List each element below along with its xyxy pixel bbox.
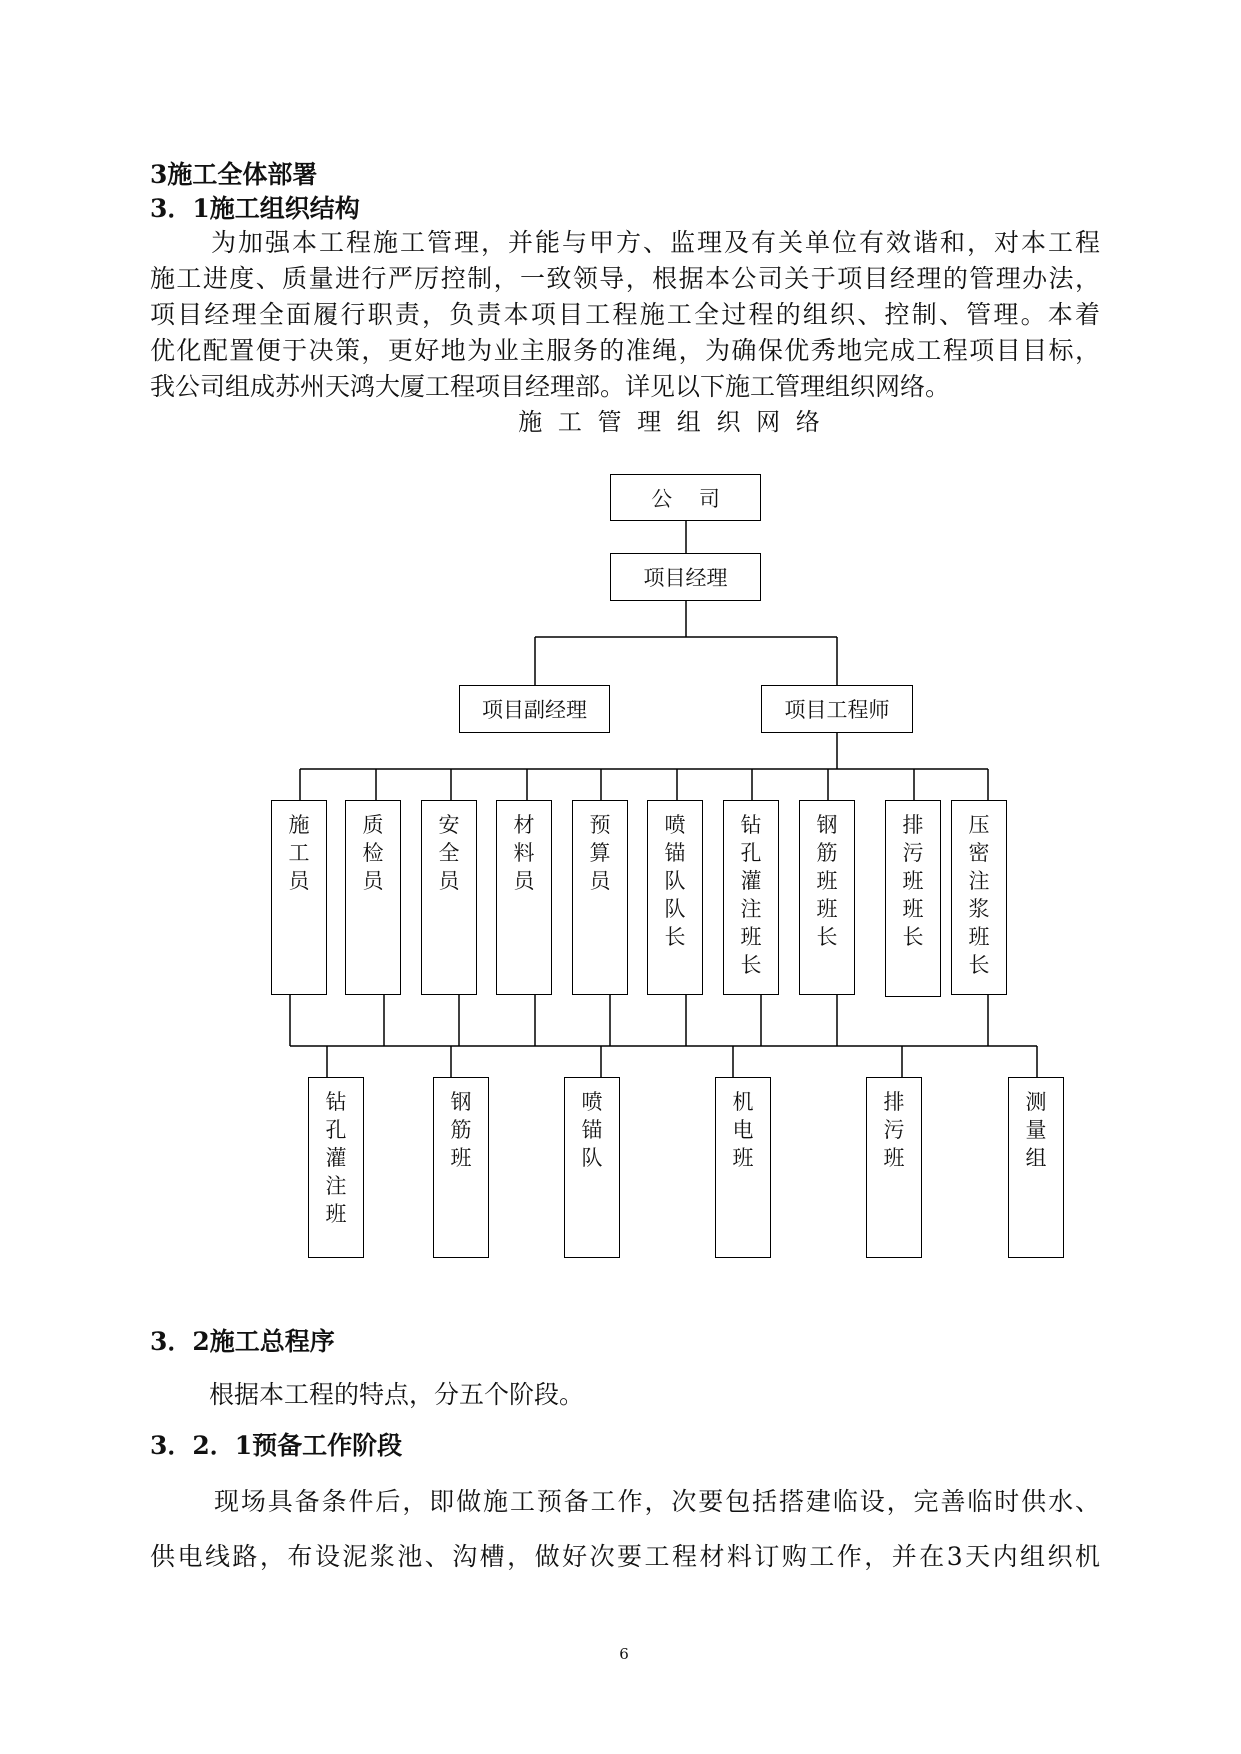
org-box-project-engineer: 项目工程师 xyxy=(761,685,913,733)
org-box-staff xyxy=(951,800,1007,995)
org-box-label: 喷锚队队长 xyxy=(664,813,686,949)
org-box-label: 钢筋班班长 xyxy=(816,813,838,949)
org-box-staff xyxy=(345,800,401,995)
org-box-team xyxy=(433,1077,489,1258)
org-box-label: 机电班 xyxy=(732,1090,754,1170)
org-box-team xyxy=(308,1077,364,1258)
org-box-label: 测量组 xyxy=(1025,1090,1047,1170)
section-31-title: 3．1施工组织结构 xyxy=(150,194,360,223)
org-box-staff xyxy=(496,800,552,995)
org-box-label: 钻孔灌注班长 xyxy=(740,813,762,977)
org-box-label: 安全员 xyxy=(438,813,460,893)
paragraph-line: 现场具备条件后，即做施工预备工作，次要包括搭建临设，完善临时供水、 xyxy=(214,1487,1100,1516)
org-box-label: 钻孔灌注班 xyxy=(325,1090,347,1226)
org-box-project-manager: 项目经理 xyxy=(610,553,761,601)
section-32-title: 3．2施工总程序 xyxy=(150,1327,335,1356)
org-chart-title: 施 工 管 理 组 织 网 络 xyxy=(518,408,824,436)
org-box-staff xyxy=(723,800,779,995)
org-box-staff xyxy=(572,800,628,995)
org-box-label: 排污班 xyxy=(883,1090,905,1170)
org-box-deputy-manager: 项目副经理 xyxy=(459,685,610,733)
org-box-company: 公 司 xyxy=(610,474,761,521)
org-box-label: 施工员 xyxy=(288,813,310,893)
org-box-label: 质检员 xyxy=(362,813,384,893)
paragraph-line: 项目经理全面履行职责，负责本项目工程施工全过程的组织、控制、管理。本着 xyxy=(150,300,1100,329)
org-box-team xyxy=(1008,1077,1064,1258)
org-box-label: 压密注浆班长 xyxy=(968,813,990,977)
section-321-title: 3．2．1预备工作阶段 xyxy=(150,1431,403,1460)
paragraph-line: 供电线路，布设泥浆池、沟槽，做好次要工程材料订购工作，并在3天内组织机 xyxy=(150,1542,1100,1571)
org-box-label: 材料员 xyxy=(513,813,535,893)
org-box-label: 喷锚队 xyxy=(581,1090,603,1170)
paragraph-line: 为加强本工程施工管理，并能与甲方、监理及有关单位有效谐和，对本工程 xyxy=(211,228,1100,257)
org-box-label: 钢筋班 xyxy=(450,1090,472,1170)
org-box-team xyxy=(564,1077,620,1258)
org-box-label: 排污班班长 xyxy=(902,813,924,949)
paragraph-line: 施工进度、质量进行严厉控制，一致领导，根据本公司关于项目经理的管理办法， xyxy=(150,264,1100,293)
page-number: 6 xyxy=(619,1645,629,1663)
paragraph-line: 优化配置便于决策，更好地为业主服务的准绳，为确保优秀地完成工程项目目标， xyxy=(150,336,1100,365)
org-box-staff xyxy=(421,800,477,995)
chapter-heading: 3施工全体部署 xyxy=(150,160,318,189)
org-box-staff xyxy=(885,800,941,997)
org-box-staff xyxy=(271,800,327,995)
org-box-team xyxy=(866,1077,922,1258)
section-32-text: 根据本工程的特点，分五个阶段。 xyxy=(209,1380,585,1409)
paragraph-line: 我公司组成苏州天鸿大厦工程项目经理部。详见以下施工管理组织网络。 xyxy=(150,372,951,401)
org-box-staff xyxy=(647,800,703,995)
org-box-staff xyxy=(799,800,855,995)
org-box-label: 预算员 xyxy=(589,813,611,893)
org-box-team xyxy=(715,1077,771,1258)
